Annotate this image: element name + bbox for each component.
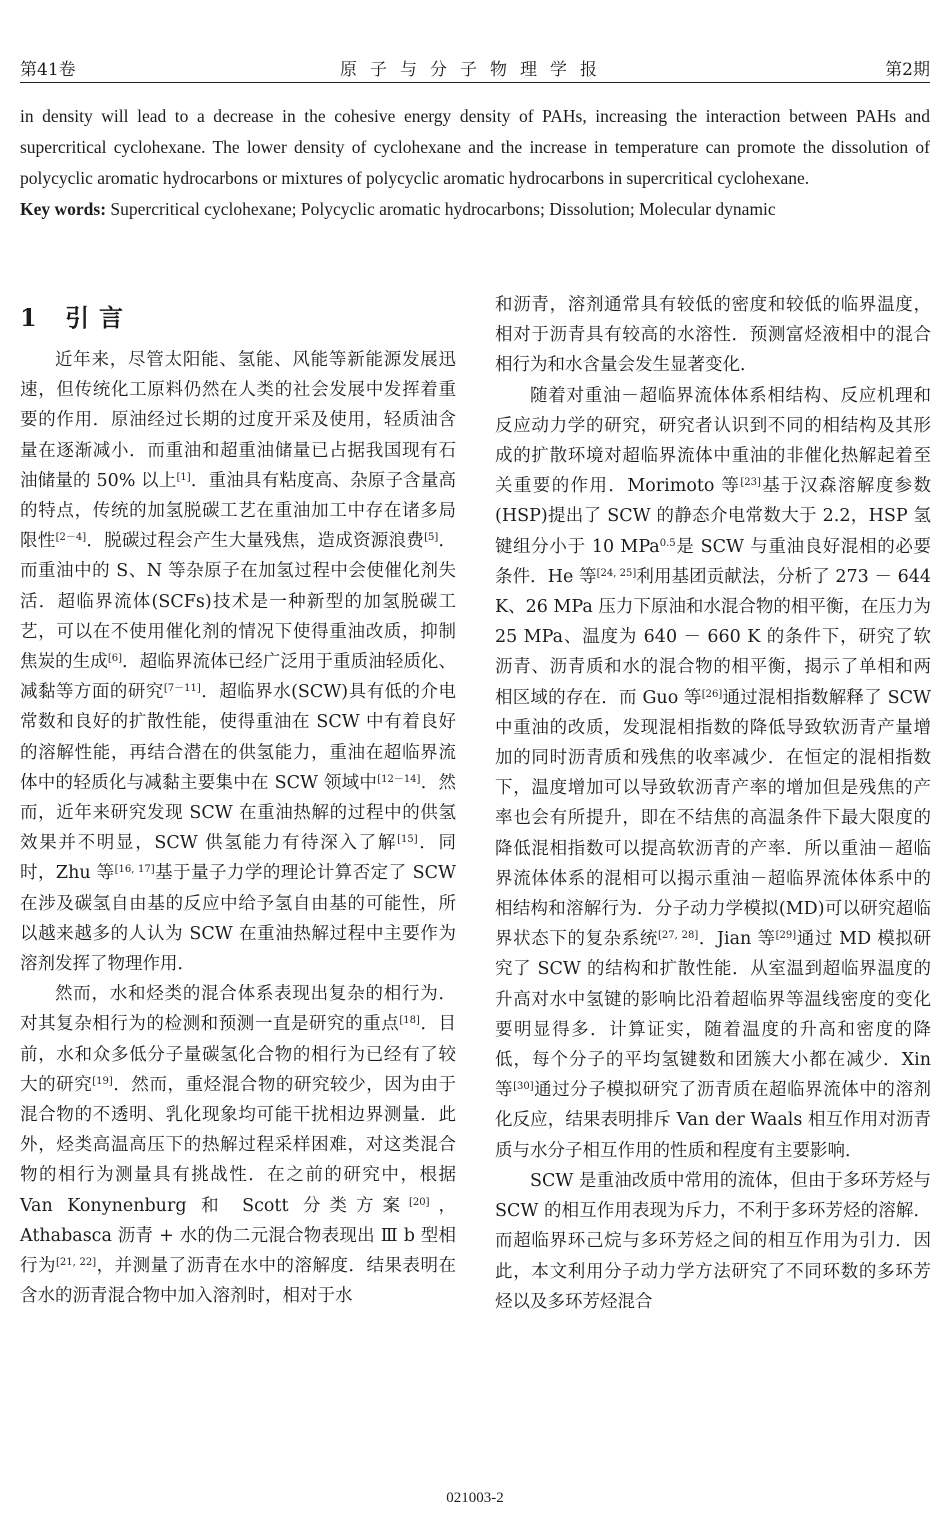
citation: [23] (740, 477, 761, 489)
section-heading (20, 295, 456, 341)
section-number: 1 (20, 303, 47, 332)
citation: [27, 28] (658, 930, 699, 942)
paragraph-continued: 和沥青，溶剂通常具有较低的密度和较低的临界温度，相对于沥青具有较高的水溶性．预测富烃液相中的混合相行为和水含量会发生显著变化． (495, 295, 931, 376)
keywords-label: Key words: (20, 199, 107, 219)
right-column (495, 290, 931, 1317)
exponent: 0.5 (659, 537, 676, 549)
issue-label: 第2期 (885, 60, 930, 80)
citation: [2－4] (55, 532, 87, 544)
citation: [29] (775, 930, 797, 942)
running-header (20, 55, 930, 83)
citation: [1] (176, 471, 191, 483)
citation: [19] (92, 1075, 113, 1087)
citation: [6] (107, 653, 123, 665)
volume-label: 第41卷 (20, 60, 76, 80)
journal-title: 原子与分子物理学报 (340, 60, 610, 80)
citation: [24, 25] (596, 567, 637, 579)
paragraph-intro-2: 然而，水和烃类的混合体系表现出复杂的相行为．对其复杂相行为的检测和预测一直是研究的重点[18]．目前，水和众多低分子量碳氢化合物的相行为已经有了较大的研究[19]．然而，重烃混合物的研究较少，因为由于混合物的不透明、乳化现象均可能干扰相边界测量．此外，烃类高温高压下的热解过程采样困难，对这类混合物的相行为测量具有挑战性．在之前的研究中，根据 Van Konynenburg 和 Scott 分类方案[20]，Athabasca 沥青 + 水的伪二元混合物表现出 Ⅲ b 型相行为[21, 22]，并测量了沥青在水中的溶解度．结果表明在含水的沥青混合物中加入溶剂时，相对于水 (20, 984, 457, 1307)
section-title: 引言 (65, 303, 134, 332)
keywords-text: Supercritical cyclohexane; Polycyclic aromatic hydrocarbons; Dissolution; Molecular dynamic (106, 199, 776, 219)
citation: [16, 17] (114, 864, 155, 876)
citation: [26] (701, 688, 723, 700)
header-rule (20, 82, 930, 83)
citation: [15] (397, 834, 418, 846)
page-number: 021003-2 (446, 1490, 504, 1506)
paragraph-intro-3: 随着对重油－超临界流体体系相结构、反应机理和反应动力学的研究，研究者认识到不同的相结构及其形成的扩散环境对超临界流体中重油的非催化热解起着至关重要的作用．Morimoto 等[23]基于汉森溶解度参数(HSP)提出了 SCW 的静态介电常数大于 2.2，HSP 氢键组分小于 10 MPa$^{0.5}$是 SCW 与重油良好混相的必要条件．He 等[24, 25]利用基团贡献法，分析了 273 － 644 K、26 MPa 压力下原油和水混合物的相平衡，在压力为 25 MPa、温度为 640 － 660 K 的条件下，研究了软沥青、沥青质和水的混合物的相平衡，揭示了单相和两相区域的存在．而 Guo 等[26]通过混相指数解释了 SCW 中重油的改质，发现混相指数的降低导致软沥青产量增加的同时沥青质和残焦的收率减少．在恒定的混相指数下，温度增加可以导致软沥青产率的增加但是残焦的产率也会有所提升，即在不结焦的高温条件下最大限度的降低混相指数可以提高软沥青的产率．所以重油－超临界流体体系的混相可以揭示重油－超临界流体体系中的相结构和溶解行为．分子动力学模拟(MD)可以研究超临界状态下的复杂系统[27, 28]．Jian 等[29]通过 MD 模拟研究了 SCW 的结构和扩散性能．从室温到超临界温度的升高对水中氢键的影响比沿着超临界等温线密度的变化要明显得多．计算证实，随着温度的升高和密度的降低，每个分子的平均氢键数和团簇大小都在减少．Xin 等[30]通过分子模拟研究了沥青质在超临界流体中的溶剂化反应，结果表明排斥 Van der Waals 相互作用对沥青质与水分子相互作用的性质和程度有主要影响． (495, 385, 932, 1161)
citation: [5] (424, 532, 439, 544)
left-column (20, 295, 456, 1312)
paragraph-intro-4: SCW 是重油改质中常用的流体，但由于多环芳烃与 SCW 的相互作用表现为斥力，不利于多环芳烃的溶解．而超临界环己烷与多环芳烃之间的相互作用为引力．因此，本文利用分子动力学方法研究了不同环数的多环芳烃以及多环芳烃混合 (495, 1170, 931, 1312)
citation: [7－11] (163, 683, 201, 695)
citation: [21, 22] (56, 1257, 97, 1269)
keywords (20, 194, 930, 225)
paragraph-intro-1: 近年来，尽管太阳能、氢能、风能等新能源发展迅速，但传统化工原料仍然在人类的社会发展中发挥着重要的作用．原油经过长期的过度开采及使用，轻质油含量在逐渐减小．而重油和超重油储量已占据我国现有石油储量的 50% 以上[1]．重油具有粘度高、杂原子含量高的特点，传统的加氢脱碳工艺在重油加工中存在诸多局限性[2－4]．脱碳过程会产生大量残焦，造成资源浪费[5]．而重油中的 S、N 等杂原子在加氢过程中会使催化剂失活．超临界流体(SCFs)技术是一种新型的加氢脱碳工艺，可以在不使用催化剂的情况下使得重油改质，抑制焦炭的生成[6]．超临界流体已经广泛用于重质油轻质化、减黏等方面的研究[7－11]．超临界水(SCW)具有低的介电常数和良好的扩散性能，使得重油在 SCW 中有着良好的溶解性能，再结合潜在的供氢能力，重油在超临界流体中的轻质化与减黏主要集中在 SCW 领域中[12－14]．然而，近年来研究发现 SCW 在重油热解的过程中的供氢效果并不明显，SCW 供氢能力有待深入了解[15]．同时，Zhu 等[16, 17]基于量子力学的理论计算否定了 SCW 在涉及碳氢自由基的反应中给予氢自由基的可能性，所以越来越多的人认为 SCW 在重油热解过程中主要作为溶剂发挥了物理作用． (20, 350, 457, 975)
citation: [18] (399, 1015, 420, 1027)
citation: [20] (408, 1196, 430, 1208)
abstract-paragraph: in density will lead to a decrease in the cohesive energy density of PAHs, increasing the interaction between PAHs and supercritical cyclohexane. The lower density of cyclohexane and the increase in temperature can promote the dissolution of polycyclic aromatic hydrocarbons or mixtures of polycyclic aromatic hydrocarbons in supercritical cyclohexane. (20, 106, 930, 188)
abstract-continuation (20, 101, 930, 225)
citation: [12－14] (377, 773, 421, 785)
citation: [30] (513, 1081, 534, 1093)
